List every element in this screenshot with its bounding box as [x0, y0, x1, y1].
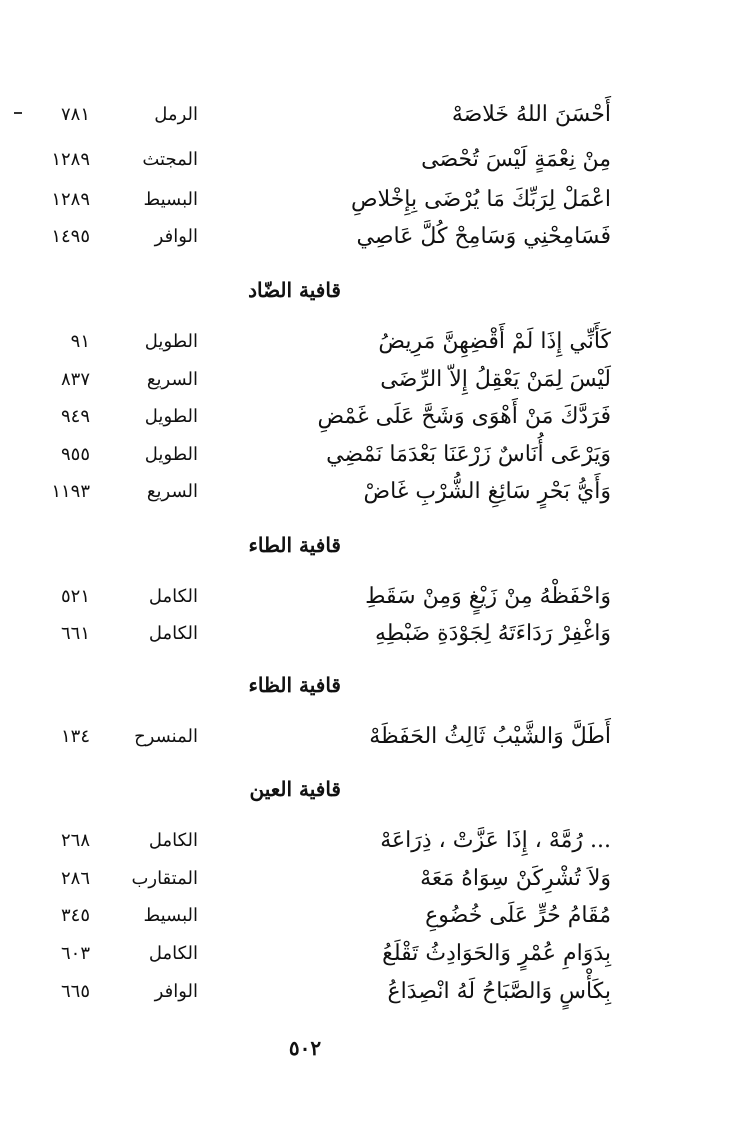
meter-name: السريع — [146, 369, 198, 390]
page-reference: ٦٦١ — [60, 623, 90, 644]
section-heading: قافية الظاء — [248, 673, 341, 697]
page-reference: ٢٨٦ — [60, 868, 90, 889]
section-heading: قافية الطاء — [248, 533, 341, 557]
index-entry — [0, 141, 731, 179]
index-entry — [0, 96, 731, 134]
page-reference: ١٢٨٩ — [51, 189, 90, 210]
verse-text: أَطَلَّ وَالشَّيْبُ ثَالِثُ الحَفَظَهْ — [369, 724, 611, 749]
verse-text: اعْمَلْ لِرَبِّكَ مَا يُرْضَى بِإِخْلاصِ — [350, 187, 611, 212]
page-reference: ٦٠٣ — [60, 943, 90, 964]
page-reference: ١٣٤ — [60, 726, 90, 747]
page-reference: ١٢٨٩ — [51, 149, 90, 170]
meter-name: الرمل — [154, 104, 198, 125]
index-entry — [0, 218, 731, 256]
verse-text: أَحْسَنَ اللهُ خَلاصَهْ — [451, 102, 611, 127]
section-heading: قافية العين — [249, 777, 341, 801]
meter-name: الكامل — [148, 623, 198, 644]
index-entry — [0, 436, 731, 474]
verse-text: مُقَامُ حُرٍّ عَلَى خُضُوعِ — [425, 903, 611, 928]
meter-name: المجتث — [142, 149, 198, 170]
index-entry — [0, 897, 731, 935]
index-entry — [0, 398, 731, 436]
verse-text: كَأَنِّي إِذَا لَمْ أَقْضِهِنَّ مَرِيضُ — [378, 329, 611, 354]
meter-name: السريع — [146, 481, 198, 502]
meter-name: الطويل — [144, 406, 198, 427]
meter-name: البسيط — [143, 189, 198, 210]
meter-name: الوافر — [154, 226, 198, 247]
index-entry — [0, 718, 731, 756]
verse-text: لَيْسَ لِمَنْ يَعْقِلُ إِلاّ الرِّضَى — [380, 367, 611, 392]
page-reference: ٩٤٩ — [60, 406, 90, 427]
page-reference: ١١٩٣ — [51, 481, 90, 502]
page-reference: ٩٥٥ — [60, 444, 90, 465]
page-reference: ٥٢١ — [60, 586, 90, 607]
verse-text: فَسَامِحْنِي وَسَامِحْ كُلَّ عَاصِي — [356, 224, 611, 249]
page-reference: ٨٣٧ — [60, 369, 90, 390]
meter-name: الكامل — [148, 830, 198, 851]
verse-text: وَأَيُّ بَحْرٍ سَائِغِ الشُّرْبِ غَاضْ — [363, 479, 611, 504]
verse-text: وَيَرْعَى أُنَاسٌ زَرْعَنَا بَعْدَمَا نَمْضِي — [326, 442, 611, 467]
index-entry — [0, 578, 731, 616]
verse-text: فَرَدَّكَ مَنْ أَهْوَى وَشَحَّ عَلَى غَمْضِ — [317, 404, 611, 429]
page-reference: ٩١ — [70, 331, 90, 352]
index-entry — [0, 973, 731, 1011]
meter-name: الوافر — [154, 981, 198, 1002]
meter-name: البسيط — [143, 905, 198, 926]
index-entry — [0, 860, 731, 898]
section-heading: قافية الضّاد — [248, 278, 341, 302]
verse-text: بِدَوَامِ عُمْرٍ وَالحَوَادِثُ تَقْلَعُ — [382, 941, 611, 966]
verse-text: وَاحْفَظْهُ مِنْ زَيْغٍ وَمِنْ سَقَطِ — [365, 584, 611, 609]
index-entry — [0, 473, 731, 511]
page-reference: ١٤٩٥ — [51, 226, 90, 247]
index-entry — [0, 361, 731, 399]
page-reference: ٣٤٥ — [60, 905, 90, 926]
page-reference: ٢٦٨ — [60, 830, 90, 851]
index-entry — [0, 935, 731, 973]
meter-name: الطويل — [144, 444, 198, 465]
verse-text: بِكَأْسٍ وَالصَّبَاحُ لَهُ انْصِدَاعُ — [387, 979, 611, 1004]
index-entry — [0, 615, 731, 653]
meter-name: المنسرح — [134, 726, 198, 747]
page-number: ٥٠٢ — [288, 1036, 322, 1060]
meter-name: الكامل — [148, 586, 198, 607]
meter-name: الكامل — [148, 943, 198, 964]
verse-text: وَاغْفِرْ رَدَاءَتَهُ لِجَوْدَةِ ضَبْطِهِ — [374, 621, 611, 646]
page-reference: ٧٨١ — [60, 104, 90, 125]
verse-text: مِنْ نِعْمَةٍ لَيْسَ تُحْصَى — [421, 147, 611, 172]
meter-name: المتقارب — [131, 868, 198, 889]
meter-name: الطويل — [144, 331, 198, 352]
index-entry — [0, 181, 731, 219]
verse-text: ... رُمَّهْ ، إِذَا عَزَّتْ ، ذِرَاعَهْ — [380, 828, 611, 853]
verse-text: وَلاَ تُشْرِكَنْ سِوَاهُ مَعَهْ — [420, 866, 611, 891]
page-reference: ٦٦٥ — [60, 981, 90, 1002]
index-entry — [0, 323, 731, 361]
index-entry — [0, 822, 731, 860]
